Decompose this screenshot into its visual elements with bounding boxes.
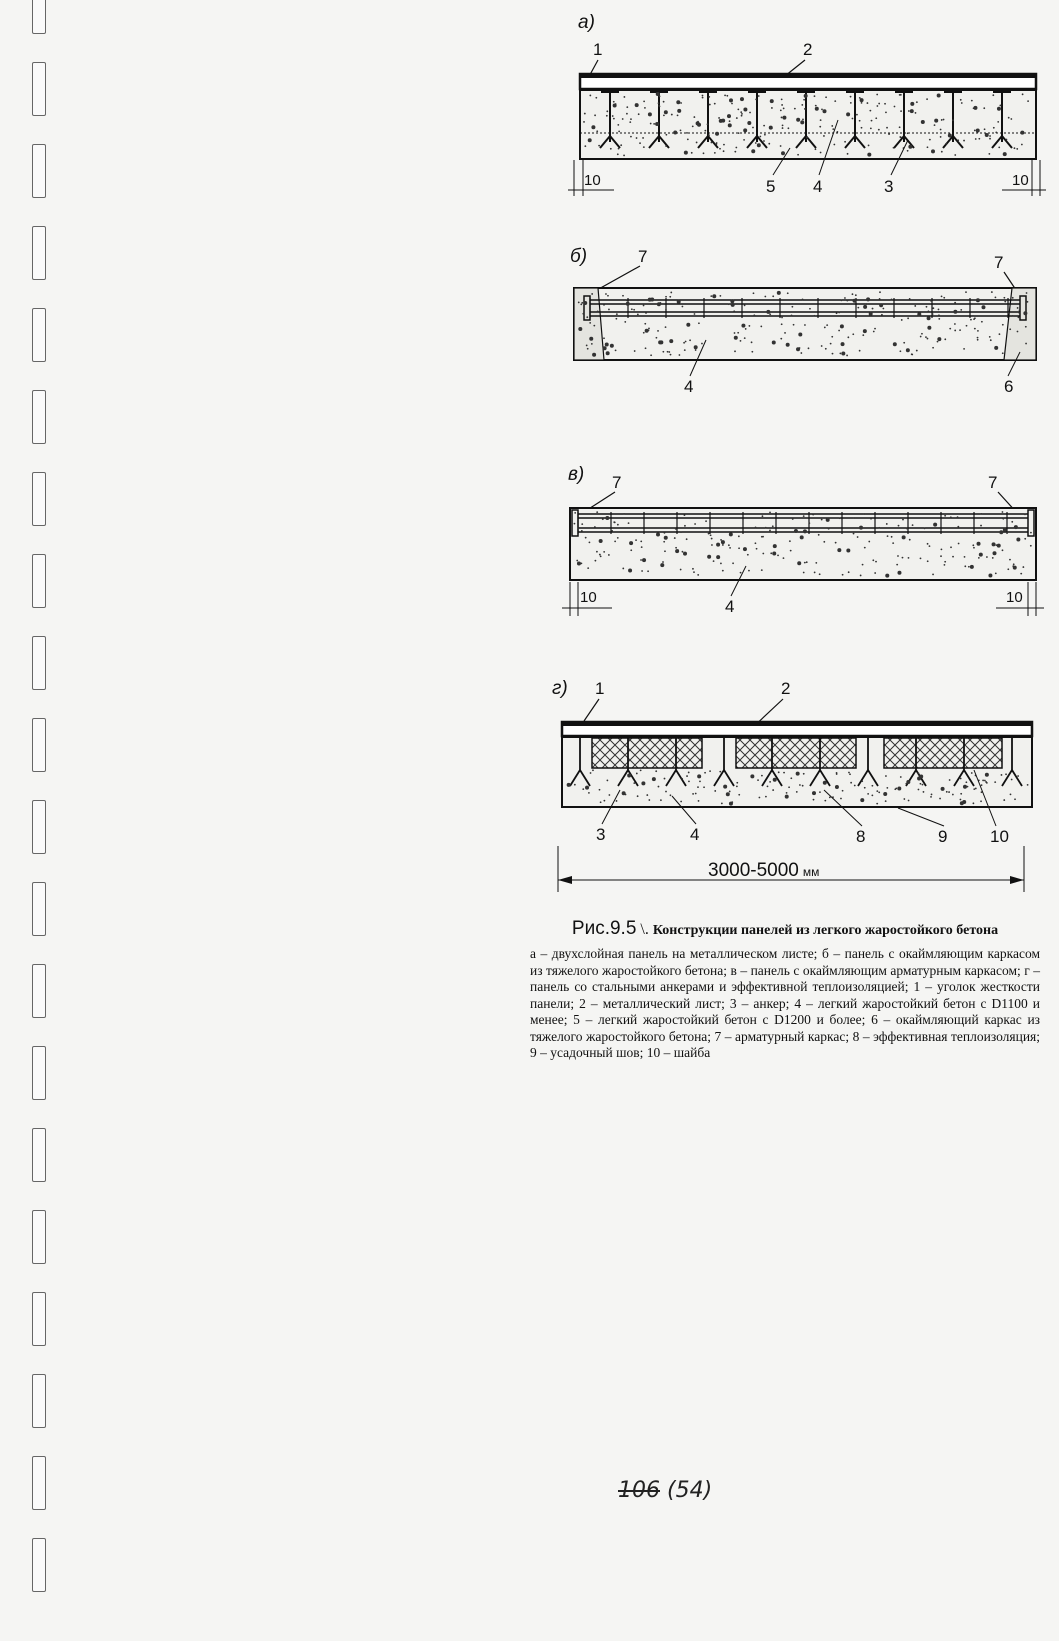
panel-a-callout-5: 5	[766, 177, 776, 196]
panel-g-letter: г)	[552, 678, 568, 699]
panel-v-callout-4: 4	[725, 597, 735, 616]
panel-b-body	[574, 288, 1036, 360]
panel-g	[552, 678, 1032, 892]
page-number	[618, 1478, 712, 1503]
panel-v-dim-left: 10	[580, 589, 597, 606]
figure-caption	[530, 920, 1040, 1062]
panel-b-callout-7-right: 7	[994, 253, 1004, 272]
panel-g-callout-9: 9	[938, 827, 948, 846]
panel-a-callout-1: 1	[593, 40, 603, 59]
insulation-block-3	[884, 738, 1002, 768]
panel-g-callout-2: 2	[781, 679, 791, 698]
panel-g-callout-10: 10	[990, 827, 1009, 846]
panel-a-dim-left: 10	[584, 172, 601, 189]
panel-b-callout-7-left: 7	[638, 247, 648, 266]
panel-b-callout-6: 6	[1004, 377, 1014, 396]
page-number-struck: 106	[618, 1478, 660, 1503]
panel-v-body	[570, 508, 1036, 580]
panel-v-callout-7-right: 7	[988, 473, 998, 492]
panel-v	[562, 464, 1044, 616]
panel-b-callout-4: 4	[684, 377, 694, 396]
panel-v-dim-right: 10	[1006, 589, 1023, 606]
figure-number: Рис.9.5	[571, 918, 637, 939]
panel-g-callout-3: 3	[596, 825, 606, 844]
panel-b	[570, 246, 1036, 396]
panel-a-callout-3: 3	[884, 177, 894, 196]
panel-a-callout-4: 4	[813, 177, 823, 196]
lightweight-concrete-body	[580, 90, 1036, 159]
panel-v-callout-7-left: 7	[612, 473, 622, 492]
panel-a-callout-2: 2	[803, 40, 813, 59]
insulation-block-1	[592, 738, 702, 768]
panel-v-letter: в)	[568, 464, 585, 485]
panel-a-dim-right: 10	[1012, 172, 1029, 189]
figure-legend: а – двухслойная панель на металлическом листе; б – панель с окаймляющим каркасом из тяжелого жаростойкого бетона; в – панель с окаймляющим арматурным каркасом; г – панель со стальными анкерами и эффективной теплоизоляцией; 1 – уголок жесткости панели; 2 – металлический лист; 3 – анкер; 4 – легкий жаростойкий бетон с D1100 и менее; 5 – легкий жаростойкий бетон с D1200 и более; 6 – окаймляющий каркас из тяжелого жаростойкого бетона; 7 – арматурный каркас; 8 – эффективная теплоизоляция; 9 – усадочный шов; 10 – шайба	[530, 946, 1040, 1060]
panel-g-callout-8: 8	[856, 827, 866, 846]
caption-separator: \.	[640, 921, 649, 938]
panel-b-letter: б)	[570, 246, 588, 267]
panel-g-callout-1: 1	[595, 679, 605, 698]
border-frame-left	[574, 288, 604, 360]
panel-a	[568, 12, 1046, 196]
caption-head	[530, 920, 1040, 940]
panel-a-letter: а)	[578, 12, 595, 33]
span-dimension: 3000-5000 мм	[708, 860, 820, 881]
panel-g-callout-4: 4	[690, 825, 700, 844]
insulation-block-2	[736, 738, 856, 768]
figure-title: Конструкции панелей из легкого жаростойкого бетона	[652, 923, 999, 938]
page-number-handwritten: (54)	[667, 1478, 713, 1503]
